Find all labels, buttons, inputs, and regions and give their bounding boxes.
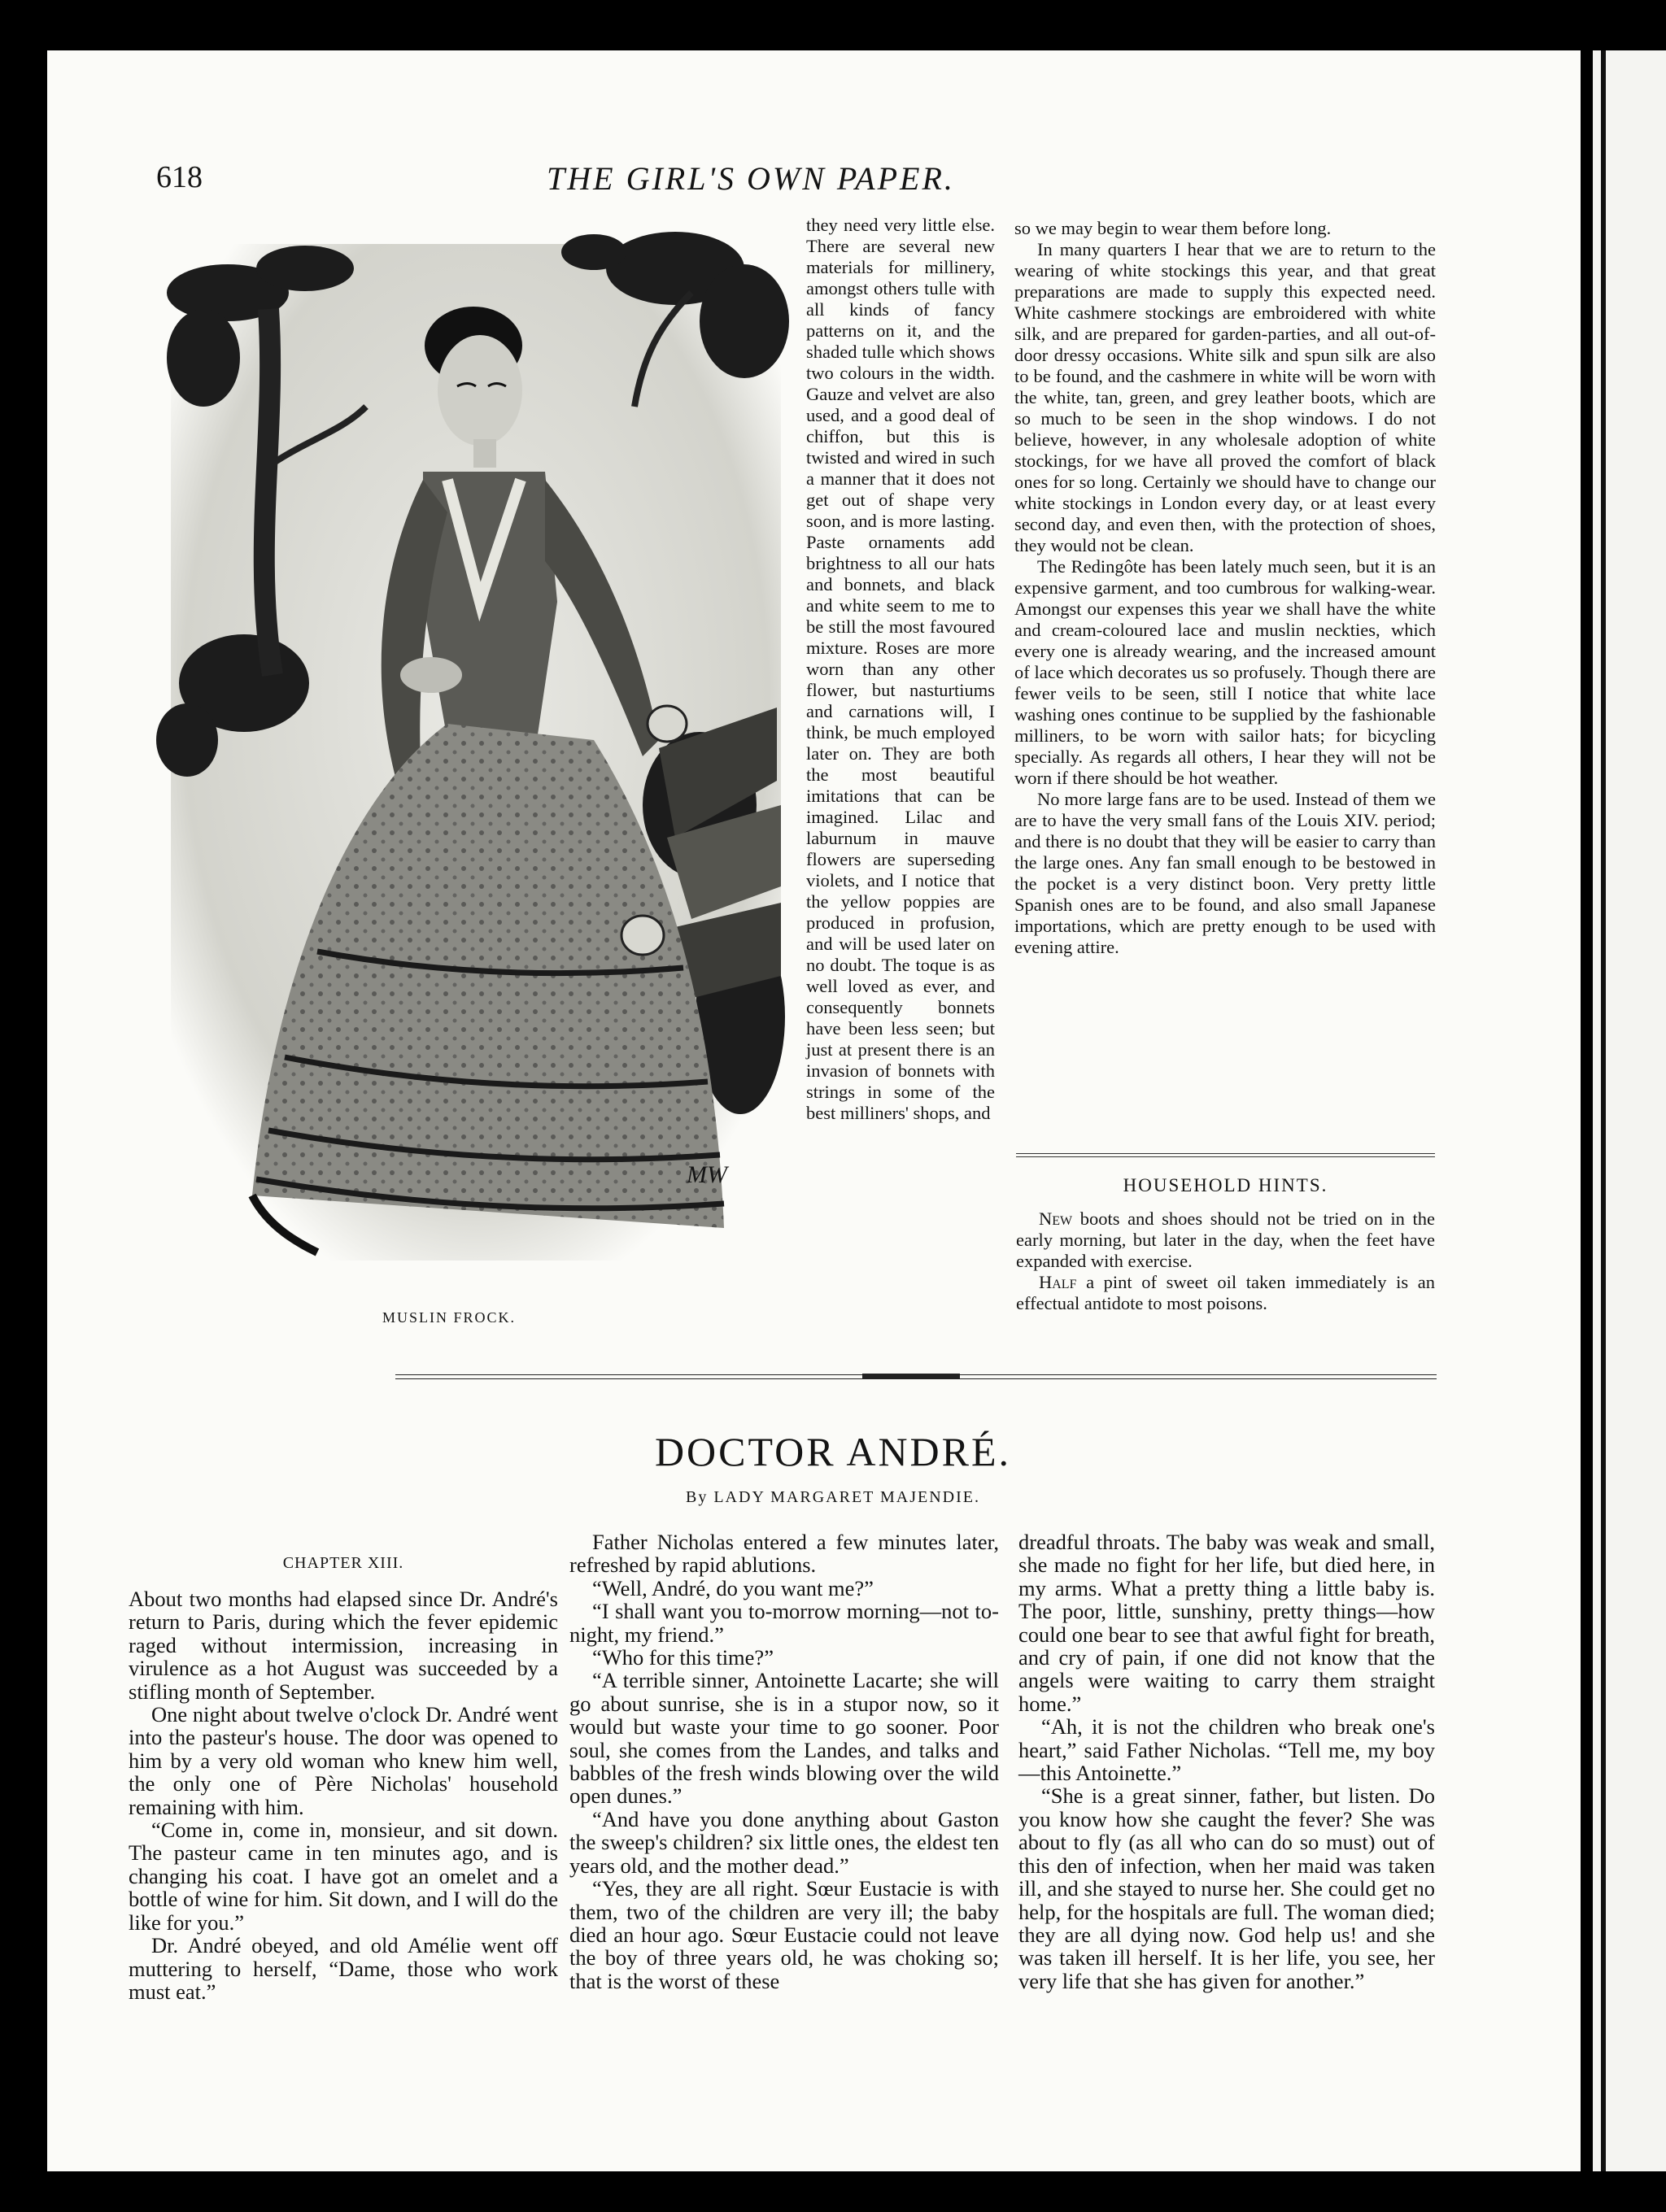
story-paragraph: Dr. André obeyed, and old Amélie went off muttering to herself, “Dame, those who work must eat.” [129, 1933, 558, 2004]
story-byline: By LADY MARGARET MAJENDIE. [686, 1488, 980, 1506]
figure-caption: MUSLIN FROCK. [382, 1309, 517, 1326]
chapter-heading: CHAPTER XIII. [282, 1554, 404, 1572]
household-hints-text [1016, 1208, 1435, 1314]
story-paragraph: “A terrible sinner, Antoinette Lacarte; she will go about sunrise, she is in a stupor now, so it would but waste your time to go sooner. Poor soul, she comes from the Landes, and talks and babbles of the fresh winds blowing over the wild open dunes.” [569, 1668, 999, 1809]
hint-item [1016, 1272, 1435, 1314]
hint-lead: Half [1039, 1272, 1077, 1292]
section-rule [1016, 1153, 1435, 1157]
story-paragraph: Father Nicholas entered a few minutes later, refreshed by rapid ablutions. [569, 1530, 999, 1578]
story-paragraph: “I shall want you to-morrow morning—not to-night, my friend.” [569, 1599, 999, 1647]
story-paragraph: “Ah, it is not the children who break one's heart,” said Father Nicholas. “Tell me, my boy—this Antoinette.” [1018, 1714, 1435, 1786]
article-column-right [1014, 218, 1436, 958]
story-paragraph: “Well, André, do you want me?” [592, 1575, 874, 1600]
page-number: 618 [156, 160, 203, 194]
article-paragraph: they need very little else. There are several new materials for millinery, amongst others tulle with all kinds of fancy patterns on it, and the shaded tulle which shows two colours in the width. Gauze and velvet are also used, and a good deal of chiffon, but this is twisted and wired in such a manner that it does not get out of shape very soon, and is more lasting. Paste ornaments add brightness to all our hats and bonnets, and black and white seem to me to be still the most favoured mixture. Roses are more worn than any other flower, but nasturtiums and carnations will, I think, be much employed later on. They are both the most beautiful imitations that can be imagined. Lilac and laburnum in mauve flowers are superseding violets, and I notice that the yellow poppies are produced in profusion, and will be used later on no doubt. The toque is as well loved as ever, and consequently bonnets have been less seen; but just at present there is an invasion of bonnets with strings in some of the best milliners' shops, and [806, 215, 995, 1123]
story-paragraph: About two months had elapsed since Dr. André's return to Paris, during which the fever epidemic raged without intermission, increasing in virulence as a hot August was succeeded by a stifling month of September. [129, 1587, 558, 1704]
facing-page-rule [1601, 50, 1606, 2171]
running-title: THE GIRL'S OWN PAPER. [547, 160, 955, 197]
story-paragraph: “And have you done anything about Gaston the sweep's children? six little ones, the eldest ten years old, and the mother dead.” [569, 1806, 999, 1878]
hint-lead: New [1039, 1208, 1073, 1229]
story-paragraph: “She is a great sinner, father, but listen. Do you know how she caught the fever? She was about to fly (as all who can do so must) out of this den of infection, when her maid was taken ill, and she stayed to nurse her. She could get no help, for the hospitals are full. The woman died; they are all dying now. God help us! and she was taken ill herself. It is her life, you see, her very life that she has given for another.” [1018, 1783, 1435, 1993]
story-column-3 [1018, 1531, 1435, 1992]
story-paragraph: “Yes, they are all right. Sœur Eustacie is with them, two of the children are very ill; the baby died an hour ago. Sœur Eustacie could not leave the boy of three years old, he was choking so; that is the worst of these [569, 1876, 999, 1993]
artist-signature: MW [687, 1161, 727, 1188]
article-paragraph: The Redingôte has been lately much seen, but it is an expensive garment, and too cumbrous for walking-wear. Amongst our expenses this year we shall have the white and cream-coloured lace and muslin neckties, which every one is already wearing, and the increased amount of lace which decorates us so profusely. Though there are fewer veils to be seen, still I notice that white lace washing ones continue to be supplied by the fashionable milliners, to be worn with sailor hats; for bicycling specially. As regards all others, I hear they will not be worn if there should be hot weather. [1014, 556, 1436, 788]
page-header [156, 159, 1441, 200]
story-title: DOCTOR ANDRÉ. [654, 1429, 1012, 1474]
story-paragraph: One night about twelve o'clock Dr. André went into the pasteur's house. The door was opened to him by a very old woman who knew him well, the only one of Père Nicholas' household remaining with him. [129, 1702, 558, 1819]
story-paragraph: “Who for this time?” [592, 1645, 774, 1670]
illustration-drawing [155, 220, 797, 1277]
article-paragraph: so we may begin to wear them before long. [1014, 218, 1332, 238]
household-hints-title: HOUSEHOLD HINTS. [1123, 1175, 1328, 1195]
article-column-middle [806, 215, 995, 1124]
story-paragraph: “Come in, come in, monsieur, and sit down. The pasteur came in ten minutes ago, and is changing his coat. I have got an omelet and a bottle of wine for him. Sit down, and I will do the like for you.” [129, 1818, 558, 1935]
divider-ornament [862, 1374, 960, 1378]
hint-body: a pint of sweet oil taken immediately is an effectual antidote to most poisons. [1016, 1272, 1435, 1313]
article-paragraph: In many quarters I hear that we are to return to the wearing of white stockings this year, and that great preparations are made to supply this expected need. White cashmere stockings are embroidered with white silk, and are prepared for garden-parties, and all out-of-door dressy occasions. White silk and spun silk are also to be found, and the cashmere in white will be worn with the white, tan, green, and grey leather boots, which are so much to be seen in the shop windows. I do not believe, however, in any wholesale adoption of white stockings, for we have all proved the comfort of black ones for so long. Certainly we should have to change our white stockings in London every day, or at least every second day, and even then, with the protection of shoes, they would not be clean. [1014, 239, 1436, 555]
story-column-1 [129, 1587, 558, 2003]
story-paragraph: dreadful throats. The baby was weak and small, she made no fight for her life, but died here, in my arms. What a pretty thing a little baby is. The poor, little, sunshiny, pretty things—how could one bear to see that awful fight for breath, and cry of pain, if one did not know that the angels were waiting to carry them straight home.” [1018, 1530, 1435, 1716]
hint-body: boots and shoes should not be tried on in the early morning, but later in the day, when the feet have expanded with exercise. [1016, 1208, 1435, 1271]
hint-item [1016, 1208, 1435, 1272]
muslin-frock-illustration [155, 220, 797, 1277]
story-column-2 [569, 1531, 999, 1992]
facing-page-edge [1593, 50, 1666, 2171]
article-paragraph: No more large fans are to be used. Instead of them we are to have the very small fans of the Louis XIV. period; and there is no doubt that they will be easier to carry than the large ones. Any fan small enough to be bestowed in the pocket is a very distinct boon. Very pretty little Spanish ones are to be found, and also small Japanese importations, which are pretty enough to be used with evening attire. [1014, 789, 1436, 957]
